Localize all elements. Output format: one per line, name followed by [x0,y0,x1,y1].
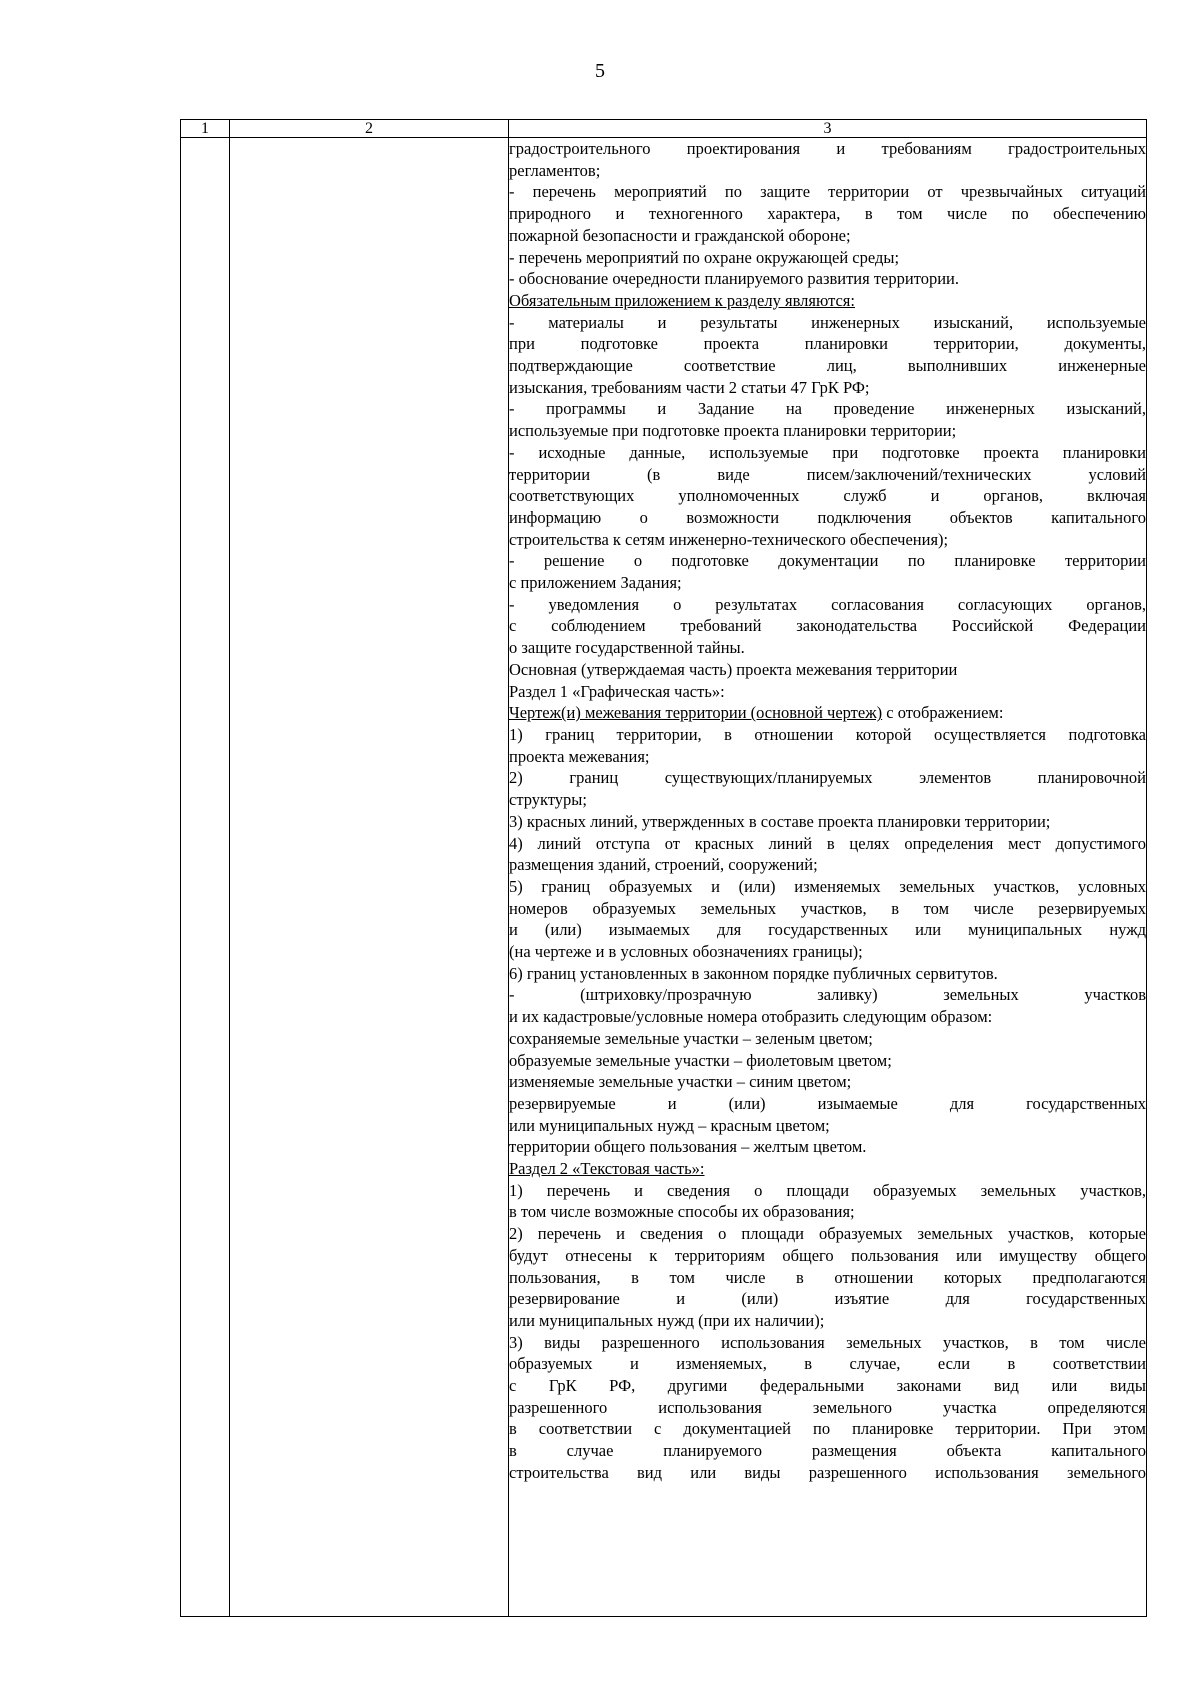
page-number: 5 [595,60,605,82]
content-line-text: - уведомления о результатах согласования согласующих органов, [509,594,1146,614]
content-line [509,898,1146,920]
content-line-text: изменяемые земельные участки – синим цветом; [509,1072,852,1092]
content-line [509,637,1146,659]
content-line-text: - (штриховку/прозрачную заливку) земельных участков [509,985,1146,1005]
content-line [509,1267,1146,1289]
content-line [509,854,1146,876]
content-line-text: о защите государственной тайны. [509,638,745,658]
content-line [509,1310,1146,1332]
content-line [509,442,1146,464]
table-row [181,138,1147,1617]
content-line [509,160,1146,182]
column-header-2: 2 [230,120,509,138]
content-line [509,507,1146,529]
content-line-text: и их кадастровые/условные номера отобразить следующим образом: [509,1007,993,1027]
content-line [509,1201,1146,1223]
column-header-3: 3 [509,120,1147,138]
content-line-text: 2) перечень и сведения о площади образуемых земельных участков, которые [509,1224,1146,1244]
content-line-text: будут отнесены к территориям общего пользования или имуществу общего [509,1245,1146,1265]
content-line [509,681,1146,703]
content-line [509,746,1146,768]
content-line [509,1136,1146,1158]
content-line-text: природного и техногенного характера, в том числе по обеспечению [509,204,1146,224]
content-line-text: или муниципальных нужд – красным цветом; [509,1115,830,1135]
content-line-text: пользования, в том числе в отношении которых предполагаются [509,1267,1146,1287]
content-line-text: проекта межевания; [509,746,650,766]
content-line [509,485,1146,507]
content-line [509,702,1146,724]
content-line [509,594,1146,616]
content-line-text: Обязательным приложением к разделу являются: [509,290,855,310]
content-line [509,1006,1146,1028]
content-line [509,1245,1146,1267]
content-line [509,1093,1146,1115]
content-line [509,1071,1146,1093]
content-line-text: градостроительного проектирования и требованиям градостроительных [509,139,1146,158]
content-line [509,225,1146,247]
content-line [509,181,1146,203]
content-line-text: - перечень мероприятий по защите территории от чрезвычайных ситуаций [509,182,1146,202]
content-line [509,420,1146,442]
content-line [509,941,1146,963]
content-line [509,398,1146,420]
content-line-text: Раздел 2 «Текстовая часть»: [509,1159,705,1179]
content-line [509,247,1146,269]
content-line [509,767,1146,789]
content-line [509,268,1146,290]
content-line [509,1397,1146,1419]
content-line [509,724,1146,746]
content-line [509,1028,1146,1050]
content-line [509,290,1146,312]
content-line-text: Чертеж(и) межевания территории (основной чертеж) [509,703,883,723]
content-line [509,1462,1146,1484]
content-line [509,919,1146,941]
content-line [509,1180,1146,1202]
content-line-text: с ГрК РФ, другими федеральными законами вид или виды [509,1376,1146,1396]
content-line-text: сохраняемые земельные участки – зеленым цветом; [509,1028,873,1048]
content-line-text: - материалы и результаты инженерных изысканий, используемые [509,312,1146,332]
content-line-text: разрешенного использования земельного участка определяются [509,1397,1146,1417]
content-line-text: регламентов; [509,160,601,180]
content-line-text: используемые при подготовке проекта планировки территории; [509,421,957,441]
content-line-text: территории общего пользования – желтым цветом. [509,1137,867,1157]
content-line-text: (на чертеже и в условных обозначениях границы); [509,942,863,962]
content-line-text: 4) линий отступа от красных линий в целях определения мест допустимого [509,833,1146,853]
content-line [509,659,1146,681]
cell-number [181,138,230,1617]
content-line [509,550,1146,572]
content-line-text: - исходные данные, используемые при подготовке проекта планировки [509,442,1146,462]
content-line [509,138,1146,160]
content-line-text: структуры; [509,790,587,810]
content-line-text: - решение о подготовке документации по планировке территории [509,551,1146,571]
content-line-text: территории (в виде писем/заключений/технических условий [509,464,1146,484]
content-line [509,377,1146,399]
content-line [509,529,1146,551]
content-line [509,1353,1146,1375]
content-line [509,1158,1146,1180]
requirements-table [180,119,1147,1617]
content-line-text: 2) границ существующих/планируемых элементов планировочной [509,768,1146,788]
content-line-text: резервируемые и (или) изымаемые для государственных [509,1093,1146,1113]
content-line-text: 1) перечень и сведения о площади образуемых земельных участков, [509,1180,1146,1200]
content-line-text: 6) границ установленных в законном порядке публичных сервитутов. [509,963,998,983]
content-line-text: в том числе возможные способы их образования; [509,1202,855,1222]
content-line-text: 3) виды разрешенного использования земельных участков, в том числе [509,1332,1146,1352]
content-line-tail: с отображением: [882,703,1004,723]
content-line [509,811,1146,833]
content-line [509,1440,1146,1462]
content-line [509,1288,1146,1310]
content-line-text: пожарной безопасности и гражданской обороне; [509,225,851,245]
content-line [509,984,1146,1006]
content-line [509,333,1146,355]
content-line-text: - программы и Задание на проведение инженерных изысканий, [509,399,1146,419]
cell-title [230,138,509,1617]
content-line [509,963,1146,985]
content-line [509,572,1146,594]
table-header-row [181,120,1147,138]
content-line-text: с соблюдением требований законодательства Российской Федерации [509,616,1146,636]
cell-content [509,138,1147,1617]
content-line-text: 1) границ территории, в отношении которой осуществляется подготовка [509,724,1146,744]
content-line-text: в случае планируемого размещения объекта капитального [509,1441,1146,1461]
content-line-text: 3) красных линий, утвержденных в составе проекта планировки территории; [509,811,1051,831]
content-line-text: 5) границ образуемых и (или) изменяемых земельных участков, условных [509,876,1146,896]
content-line-text: соответствующих уполномоченных служб и органов, включая [509,486,1146,506]
content-line [509,312,1146,334]
content-line [509,1050,1146,1072]
content-line-text: строительства к сетям инженерно-технического обеспечения); [509,529,949,549]
content-line [509,464,1146,486]
content-line-text: Основная (утверждаемая часть) проекта межевания территории [509,659,958,679]
content-line-text: в соответствии с документацией по планировке территории. При этом [509,1419,1146,1439]
content-line-text: или муниципальных нужд (при их наличии); [509,1310,825,1330]
content-line [509,615,1146,637]
content-line [509,203,1146,225]
content-line-text: - обоснование очередности планируемого развития территории. [509,269,959,289]
content-line [509,1115,1146,1137]
content-line-text: - перечень мероприятий по охране окружающей среды; [509,247,900,267]
content-line-text: подтверждающие соответствие лиц, выполнивших инженерные [509,356,1146,376]
content-line-text: размещения зданий, строений, сооружений; [509,855,818,875]
content-line-text: и (или) изымаемых для государственных или муниципальных нужд [509,920,1146,940]
content-line [509,833,1146,855]
content-line-text: номеров образуемых земельных участков, в том числе резервируемых [509,898,1146,918]
content-line [509,1375,1146,1397]
content-line-text: Раздел 1 «Графическая часть»: [509,681,725,701]
content-line [509,1418,1146,1440]
content-line-text: резервирование и (или) изъятие для государственных [509,1289,1146,1309]
content-line [509,876,1146,898]
content-line-text: образуемых и изменяемых, в случае, если в соответствии [509,1354,1146,1374]
content-line-text: информацию о возможности подключения объектов капитального [509,507,1146,527]
content-line [509,1332,1146,1354]
content-line [509,789,1146,811]
content-line-text: изыскания, требованиям части 2 статьи 47 ГрК РФ; [509,377,870,397]
content-line-text: с приложением Задания; [509,573,682,593]
content-line-text: образуемые земельные участки – фиолетовым цветом; [509,1050,892,1070]
content-line-text: строительства вид или виды разрешенного использования земельного [509,1462,1146,1482]
content-line-text: при подготовке проекта планировки территории, документы, [509,334,1146,354]
content-line [509,355,1146,377]
content-line [509,1223,1146,1245]
column-header-1: 1 [181,120,230,138]
